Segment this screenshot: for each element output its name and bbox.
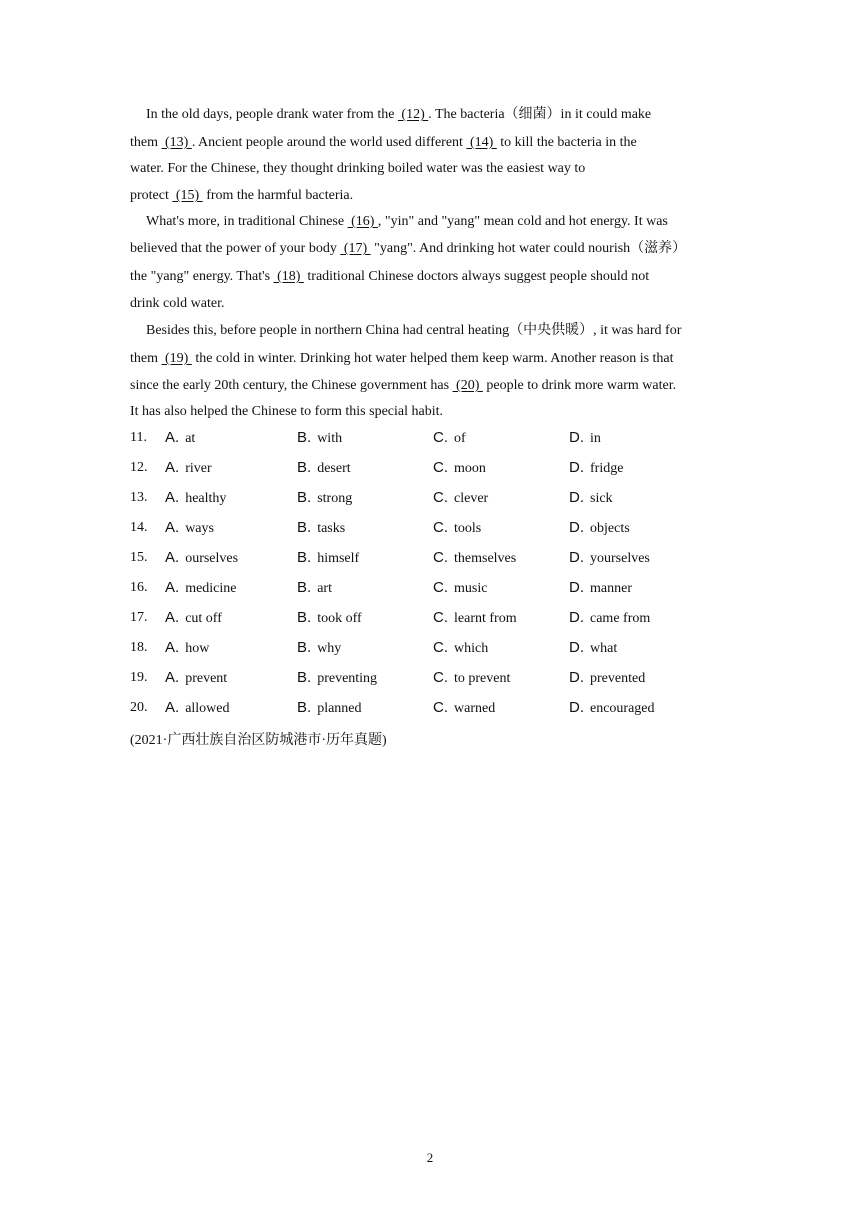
option-letter: A. bbox=[165, 459, 180, 476]
question-number: 15. bbox=[130, 550, 148, 565]
answer-option bbox=[165, 548, 238, 569]
answer-option bbox=[433, 488, 488, 509]
blank-number: (18) bbox=[273, 269, 304, 284]
answer-option bbox=[433, 698, 495, 719]
option-text: to prevent bbox=[454, 671, 511, 686]
option-text: objects bbox=[590, 521, 630, 536]
option-letter: B. bbox=[297, 519, 312, 536]
option-letter: B. bbox=[297, 669, 312, 686]
question-number: 11. bbox=[130, 430, 147, 445]
option-letter: B. bbox=[297, 489, 312, 506]
blank-number: (16) bbox=[347, 214, 378, 229]
answer-option bbox=[165, 578, 237, 599]
option-letter: C. bbox=[433, 579, 448, 596]
blank-number: (13) bbox=[161, 135, 192, 150]
page-number: 2 bbox=[426, 1150, 434, 1165]
answer-option bbox=[433, 518, 481, 539]
answer-option bbox=[433, 548, 516, 569]
option-text: sick bbox=[590, 491, 613, 506]
option-letter: D. bbox=[569, 669, 584, 686]
answer-option bbox=[433, 578, 487, 599]
option-text: warned bbox=[454, 701, 496, 716]
option-text: ways bbox=[185, 521, 214, 536]
option-letter: D. bbox=[569, 489, 584, 506]
option-letter: D. bbox=[569, 459, 584, 476]
passage-text: It has also helped the Chinese to form this special habit. bbox=[130, 404, 443, 419]
answer-option bbox=[165, 698, 230, 719]
option-letter: D. bbox=[569, 429, 584, 446]
passage-text: people to drink more warm water. bbox=[482, 378, 677, 393]
passage-text: since the early 20th century, the Chinese government has bbox=[130, 378, 453, 393]
source-citation: (2021·广西壮族自治区防城港市·历年真题) bbox=[130, 733, 387, 748]
option-letter: D. bbox=[569, 639, 584, 656]
option-text: moon bbox=[454, 461, 486, 476]
option-text: took off bbox=[317, 611, 362, 626]
passage-line bbox=[130, 160, 585, 178]
blank-number: (17) bbox=[340, 241, 371, 256]
answer-option bbox=[165, 428, 195, 449]
passage-text: traditional Chinese doctors always suggest people should not bbox=[303, 269, 650, 284]
question-number: 12. bbox=[130, 460, 148, 475]
passage-text: , "yin" and "yang" mean cold and hot energy. It was bbox=[377, 214, 668, 229]
answer-option bbox=[165, 608, 222, 629]
passage-line bbox=[146, 213, 668, 231]
answer-option bbox=[433, 668, 510, 689]
option-letter: C. bbox=[433, 699, 448, 716]
passage-text: believed that the power of your body bbox=[130, 241, 341, 256]
option-letter: C. bbox=[433, 489, 448, 506]
option-text: prevent bbox=[185, 671, 228, 686]
question-number: 14. bbox=[130, 520, 148, 535]
option-text: encouraged bbox=[590, 701, 655, 716]
passage-text: . The bacteria（细菌）in it could make bbox=[428, 107, 652, 122]
answer-option bbox=[569, 608, 650, 629]
option-letter: C. bbox=[433, 429, 448, 446]
passage-line bbox=[130, 377, 676, 395]
option-letter: B. bbox=[297, 579, 312, 596]
option-letter: B. bbox=[297, 699, 312, 716]
question-number: 13. bbox=[130, 490, 148, 505]
answer-option bbox=[165, 638, 209, 659]
option-text: himself bbox=[317, 551, 360, 566]
passage-text: them bbox=[130, 351, 162, 366]
answer-option bbox=[569, 518, 630, 539]
option-text: yourselves bbox=[590, 551, 650, 566]
option-text: medicine bbox=[185, 581, 237, 596]
option-text: with bbox=[317, 431, 343, 446]
answer-option bbox=[433, 458, 486, 479]
option-text: river bbox=[185, 461, 212, 476]
answer-option bbox=[297, 668, 377, 689]
option-letter: A. bbox=[165, 609, 180, 626]
passage-line bbox=[130, 187, 353, 205]
option-text: strong bbox=[317, 491, 353, 506]
passage-text: the "yang" energy. That's bbox=[130, 269, 274, 284]
option-letter: A. bbox=[165, 639, 180, 656]
passage-text: Besides this, before people in northern China had central heating（中央供暖）, it was hard for bbox=[146, 323, 682, 338]
answer-option bbox=[433, 608, 517, 629]
passage-text: "yang". And drinking hot water could nourish（滋养） bbox=[370, 241, 687, 256]
option-text: came from bbox=[590, 611, 651, 626]
answer-option bbox=[165, 518, 214, 539]
answer-option bbox=[569, 428, 601, 449]
option-text: music bbox=[454, 581, 488, 596]
answer-option bbox=[297, 458, 351, 479]
answer-option bbox=[569, 698, 655, 719]
option-text: at bbox=[185, 431, 196, 446]
option-text: in bbox=[590, 431, 601, 446]
option-letter: D. bbox=[569, 609, 584, 626]
option-text: healthy bbox=[185, 491, 227, 506]
blank-number: (15) bbox=[172, 188, 203, 203]
option-letter: C. bbox=[433, 549, 448, 566]
option-letter: A. bbox=[165, 699, 180, 716]
option-letter: A. bbox=[165, 579, 180, 596]
answer-option bbox=[297, 518, 345, 539]
passage-line bbox=[146, 106, 651, 124]
answer-option bbox=[297, 608, 362, 629]
answer-option bbox=[297, 488, 352, 509]
passage-text: drink cold water. bbox=[130, 296, 225, 311]
answer-option bbox=[165, 488, 226, 509]
option-letter: A. bbox=[165, 489, 180, 506]
option-text: tasks bbox=[317, 521, 346, 536]
blank-number: (20) bbox=[452, 378, 483, 393]
option-text: manner bbox=[590, 581, 632, 596]
question-number: 20. bbox=[130, 700, 148, 715]
answer-option bbox=[569, 488, 613, 509]
option-text: tools bbox=[454, 521, 482, 536]
option-text: prevented bbox=[590, 671, 646, 686]
option-letter: A. bbox=[165, 519, 180, 536]
option-letter: B. bbox=[297, 459, 312, 476]
answer-option bbox=[297, 548, 359, 569]
option-text: of bbox=[454, 431, 466, 446]
option-text: why bbox=[317, 641, 342, 656]
option-text: ourselves bbox=[185, 551, 239, 566]
answer-option bbox=[569, 638, 617, 659]
option-letter: C. bbox=[433, 519, 448, 536]
blank-number: (14) bbox=[466, 135, 497, 150]
passage-text: water. For the Chinese, they thought drinking boiled water was the easiest way to bbox=[130, 161, 586, 176]
question-number: 19. bbox=[130, 670, 148, 685]
passage-text: from the harmful bacteria. bbox=[202, 188, 354, 203]
option-text: themselves bbox=[454, 551, 517, 566]
option-letter: B. bbox=[297, 609, 312, 626]
answer-option bbox=[165, 668, 227, 689]
option-letter: B. bbox=[297, 549, 312, 566]
option-letter: C. bbox=[433, 669, 448, 686]
answer-option bbox=[569, 458, 623, 479]
option-letter: D. bbox=[569, 549, 584, 566]
passage-line bbox=[130, 240, 686, 258]
option-letter: A. bbox=[165, 429, 180, 446]
option-letter: A. bbox=[165, 549, 180, 566]
option-text: preventing bbox=[317, 671, 378, 686]
option-text: fridge bbox=[590, 461, 624, 476]
option-letter: B. bbox=[297, 429, 312, 446]
option-letter: D. bbox=[569, 519, 584, 536]
passage-text: . Ancient people around the world used different bbox=[191, 135, 467, 150]
passage-text: protect bbox=[130, 188, 173, 203]
answer-option bbox=[165, 458, 212, 479]
passage-line bbox=[130, 350, 674, 368]
answer-option bbox=[569, 668, 645, 689]
answer-option bbox=[297, 638, 341, 659]
option-text: desert bbox=[317, 461, 351, 476]
blank-number: (19) bbox=[161, 351, 192, 366]
option-letter: C. bbox=[433, 639, 448, 656]
option-text: what bbox=[590, 641, 618, 656]
option-text: learnt from bbox=[454, 611, 517, 626]
option-letter: B. bbox=[297, 639, 312, 656]
option-text: planned bbox=[317, 701, 362, 716]
passage-text: What's more, in traditional Chinese bbox=[146, 214, 348, 229]
option-text: clever bbox=[454, 491, 489, 506]
passage-text: them bbox=[130, 135, 162, 150]
option-text: how bbox=[185, 641, 210, 656]
option-letter: D. bbox=[569, 579, 584, 596]
answer-option bbox=[569, 578, 632, 599]
answer-option bbox=[569, 548, 650, 569]
passage-line bbox=[130, 295, 224, 313]
question-number: 17. bbox=[130, 610, 148, 625]
option-text: which bbox=[454, 641, 489, 656]
question-number: 16. bbox=[130, 580, 148, 595]
option-text: cut off bbox=[185, 611, 222, 626]
passage-text: the cold in winter. Drinking hot water helped them keep warm. Another reason is that bbox=[191, 351, 674, 366]
option-text: allowed bbox=[185, 701, 230, 716]
option-letter: C. bbox=[433, 609, 448, 626]
passage-text: In the old days, people drank water from the bbox=[146, 107, 398, 122]
option-letter: D. bbox=[569, 699, 584, 716]
passage-text: to kill the bacteria in the bbox=[496, 135, 637, 150]
passage-line bbox=[130, 268, 649, 286]
blank-number: (12) bbox=[397, 107, 429, 122]
answer-option bbox=[297, 428, 342, 449]
passage-line bbox=[130, 134, 637, 152]
passage-line bbox=[146, 322, 681, 340]
answer-option bbox=[297, 698, 362, 719]
answer-option bbox=[433, 428, 466, 449]
option-letter: C. bbox=[433, 459, 448, 476]
passage-line bbox=[130, 403, 443, 421]
answer-option bbox=[297, 578, 332, 599]
option-letter: A. bbox=[165, 669, 180, 686]
question-number: 18. bbox=[130, 640, 148, 655]
answer-option bbox=[433, 638, 488, 659]
option-text: art bbox=[317, 581, 332, 596]
